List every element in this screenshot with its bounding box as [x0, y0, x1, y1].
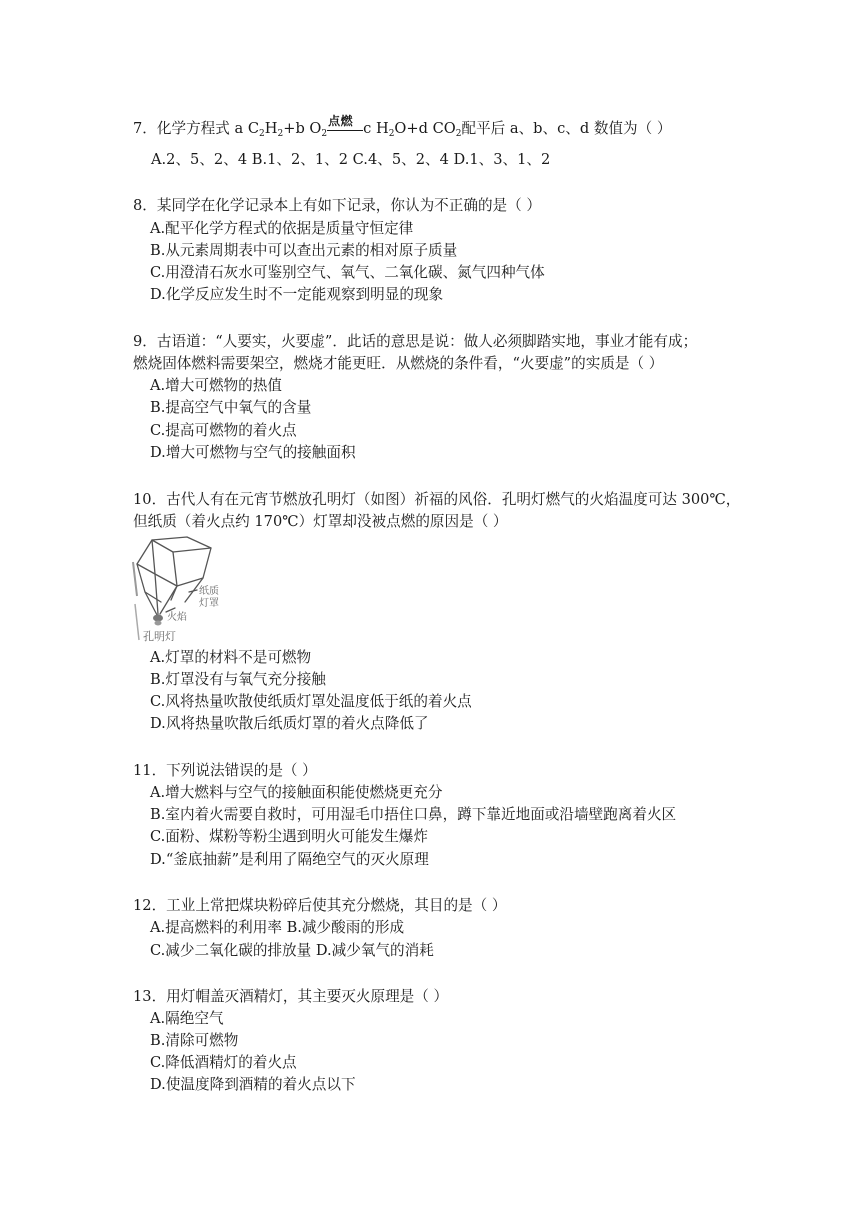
q10-option-c: C.风将热量吹散使纸质灯罩处温度低于纸的着火点: [150, 693, 472, 710]
q12-stem: 12．工业上常把煤块粉碎后使其充分燃烧，其目的是（ ）: [133, 897, 507, 914]
q9-stem-line2: 燃烧固体燃料需要架空，燃烧才能更旺．从燃烧的条件看，“火要虚”的实质是（ ）: [133, 355, 664, 372]
q7-number: 7．: [133, 120, 157, 137]
q10-option-a: A.灯罩的材料不是可燃物: [150, 649, 312, 666]
q12-options-cd: C.减少二氧化碳的排放量 D.减少氧气的消耗: [150, 942, 434, 959]
q13-option-d: D.使温度降到酒精的着火点以下: [150, 1076, 356, 1093]
q9-stem-line1: 9．古语道：“人要实，火要虚”．此话的意思是说：做人必须脚踏实地，事业才能有成；: [133, 333, 698, 350]
kongming-lantern-illustration: [131, 536, 231, 644]
q13-option-b: B.清除可燃物: [150, 1032, 239, 1049]
q10-option-b: B.灯罩没有与氧气充分接触: [150, 671, 326, 688]
q13-stem: 13．用灯帽盖灭酒精灯，其主要灭火原理是（ ）: [133, 988, 449, 1005]
q9-option-c: C.提高可燃物的着火点: [150, 422, 297, 439]
q11-option-b: B.室内着火需要自救时，可用湿毛巾捂住口鼻，蹲下靠近地面或沿墙壁跑离着火区: [150, 806, 677, 823]
reaction-condition: 点燃: [328, 114, 354, 128]
q8-option-a: A.配平化学方程式的依据是质量守恒定律: [150, 220, 414, 237]
label-paper: 纸质: [199, 586, 219, 597]
q7-stem: 7．化学方程式 a $C_2H_2+b$ $O_2$ 点燃 c $H_2O+d$ $CO_2$配平后 a、b、c、d 数值为（ ）: [133, 119, 671, 139]
label-shade: 灯罩: [199, 598, 219, 609]
figure-caption: 孔明灯: [143, 630, 176, 643]
q11-stem: 11．下列说法错误的是（ ）: [133, 762, 317, 779]
q8-stem: 8．某同学在化学记录本上有如下记录，你认为不正确的是（ ）: [133, 197, 541, 214]
q7-options: A.2、5、2、4 B.1、2、1、2 C.4、5、2、4 D.1、3、1、2: [151, 151, 551, 168]
q11-option-a: A.增大燃料与空气的接触面积能使燃烧更充分: [150, 784, 443, 801]
q12-options-ab: A.提高燃料的利用率 B.减少酸雨的形成: [150, 919, 405, 936]
label-flame: 火焰: [167, 612, 187, 623]
q9-option-b: B.提高空气中氧气的含量: [150, 399, 312, 416]
q13-option-a: A.隔绝空气: [150, 1010, 224, 1027]
kongming-lantern-figure: [131, 536, 231, 644]
q8-option-c: C.用澄清石灰水可鉴别空气、氧气、二氧化碳、氮气四种气体: [150, 264, 545, 281]
q11-option-d: D.“釜底抽薪”是利用了隔绝空气的灭火原理: [150, 851, 429, 868]
q10-option-d: D.风将热量吹散后纸质灯罩的着火点降低了: [150, 715, 429, 732]
q10-stem-line1: 10．古代人有在元宵节燃放孔明灯（如图）祈福的风俗．孔明灯燃气的火焰温度可达 300℃，: [133, 491, 741, 508]
q10-stem-line2: 但纸质（着火点约 170℃）灯罩却没被点燃的原因是（ ）: [133, 513, 508, 530]
reaction-arrow: [327, 114, 363, 139]
q8-option-b: B.从元素周期表中可以查出元素的相对原子质量: [150, 242, 458, 259]
q9-option-a: A.增大可燃物的热值: [150, 377, 282, 394]
q9-option-d: D.增大可燃物与空气的接触面积: [150, 444, 356, 461]
q8-option-d: D.化学反应发生时不一定能观察到明显的现象: [150, 286, 444, 303]
q11-option-c: C.面粉、煤粉等粉尘遇到明火可能发生爆炸: [150, 828, 428, 845]
q13-option-c: C.降低酒精灯的着火点: [150, 1054, 297, 1071]
